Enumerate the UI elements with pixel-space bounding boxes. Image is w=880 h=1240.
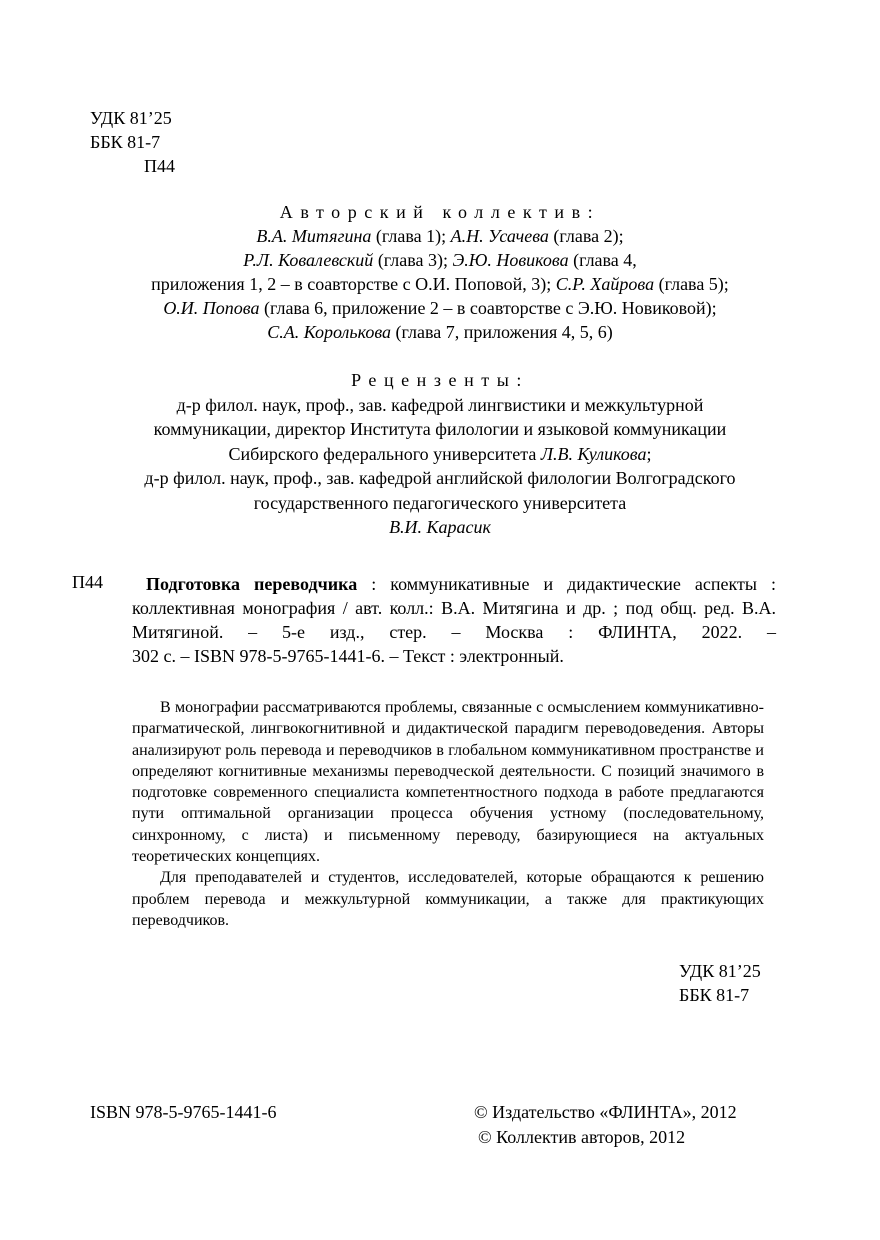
abstract-paragraph: Для преподавателей и студентов, исследователей, которые обращаются к решению проблем перевода и межкультурной коммуникации, а также для практикующих переводчиков. [132, 869, 764, 929]
reviewer-line: государственного педагогического университета [253, 492, 627, 513]
classification-bottom [679, 959, 761, 1007]
reviewers-heading: Рецензенты: [351, 370, 529, 390]
authors-heading: Авторский коллектив: [279, 202, 601, 222]
abstract [132, 697, 764, 931]
biblio-details: : коммуникативные и дидактические аспекты : коллективная монография / авт. колл.: В.А. Митягина и др. ; под общ. ред. В.А. Митягиной. – 5-е изд., стер. – Москва : ФЛИНТА, 2022. – [132, 574, 777, 642]
reviewer-line: коммуникации, директор Института филологии и языковой коммуникации [153, 419, 727, 439]
book-title: Подготовка переводчика [146, 574, 358, 594]
abstract-paragraph: В монографии рассматриваются проблемы, связанные с осмыслением коммуникативно-прагматической, лингвокогнитивной и дидактической парадигм переводоведения. Авторы анализируют роль перевода и переводчиков в глобальном коммуникативном пространстве и определяют когнитивные механизмы переводческой деятельности. С позиций значимого в подготовке современного специалиста компетентностного подхода в работе предлагаются пути оптимальной организации процесса обучения устному (последовательному, синхронному, с листа) и письменному переводу, базирующиеся на актуальных теоретических концепциях. [132, 699, 764, 866]
copyright-block [474, 1100, 737, 1150]
reviewer-name: Л.В. Куликова [540, 443, 647, 464]
author-name: А.Н. Усачева [450, 226, 549, 246]
reviewer-line: д-р филол. наук, проф., зав. кафедрой лингвистики и межкультурной [176, 394, 704, 415]
authors-line: В.А. Митягина (глава 1); А.Н. Усачева (глава 2); [256, 226, 624, 246]
authors-line: Р.Л. Ковалевский (глава 3); Э.Ю. Новикова (глава 4, [243, 250, 637, 270]
biblio-author-mark: П44 [72, 572, 103, 592]
udk-code: УДК 81’25 [679, 961, 761, 981]
author-name: С.Р. Хайрова [555, 274, 655, 294]
biblio-last-line: 302 с. – ISBN 978-5-9765-1441-6. – Текст : электронный. [132, 646, 564, 666]
authors-line: приложения 1, 2 – в соавторстве с О.И. Поповой, 3); С.Р. Хайрова (глава 5); [151, 274, 729, 294]
bbk-code: ББК 81-7 [679, 985, 750, 1005]
authors-line: С.А. Королькова (глава 7, приложения 4, 5, 6) [267, 322, 613, 342]
bibliographic-description [132, 572, 776, 644]
isbn: ISBN 978-5-9765-1441-6 [90, 1102, 277, 1122]
classification-top [90, 106, 175, 178]
reviewer-line: д-р филол. наук, проф., зав. кафедрой английской филологии Волгоградского [144, 468, 736, 488]
author-name: О.И. Попова [163, 298, 260, 318]
author-name: Э.Ю. Новикова [452, 250, 569, 270]
copyright-publisher: © Издательство «ФЛИНТА», 2012 [474, 1102, 737, 1122]
copyright-authors: © Коллектив авторов, 2012 [478, 1127, 686, 1147]
udk-code: УДК 81’25 [90, 108, 172, 128]
author-name: С.А. Королькова [267, 322, 392, 342]
reviewers-block [60, 368, 820, 540]
bbk-code: ББК 81-7 [90, 132, 161, 152]
author-mark: П44 [144, 156, 175, 176]
authors-line: О.И. Попова (глава 6, приложение 2 – в соавторстве с Э.Ю. Новиковой); [163, 298, 717, 318]
author-name: В.А. Митягина [256, 226, 372, 246]
authors-block [60, 200, 820, 344]
reviewer-name: В.И. Карасик [389, 517, 491, 537]
reviewer-line: Сибирского федерального университета Л.В. Куликова; [228, 443, 652, 464]
author-name: Р.Л. Ковалевский [243, 250, 374, 270]
